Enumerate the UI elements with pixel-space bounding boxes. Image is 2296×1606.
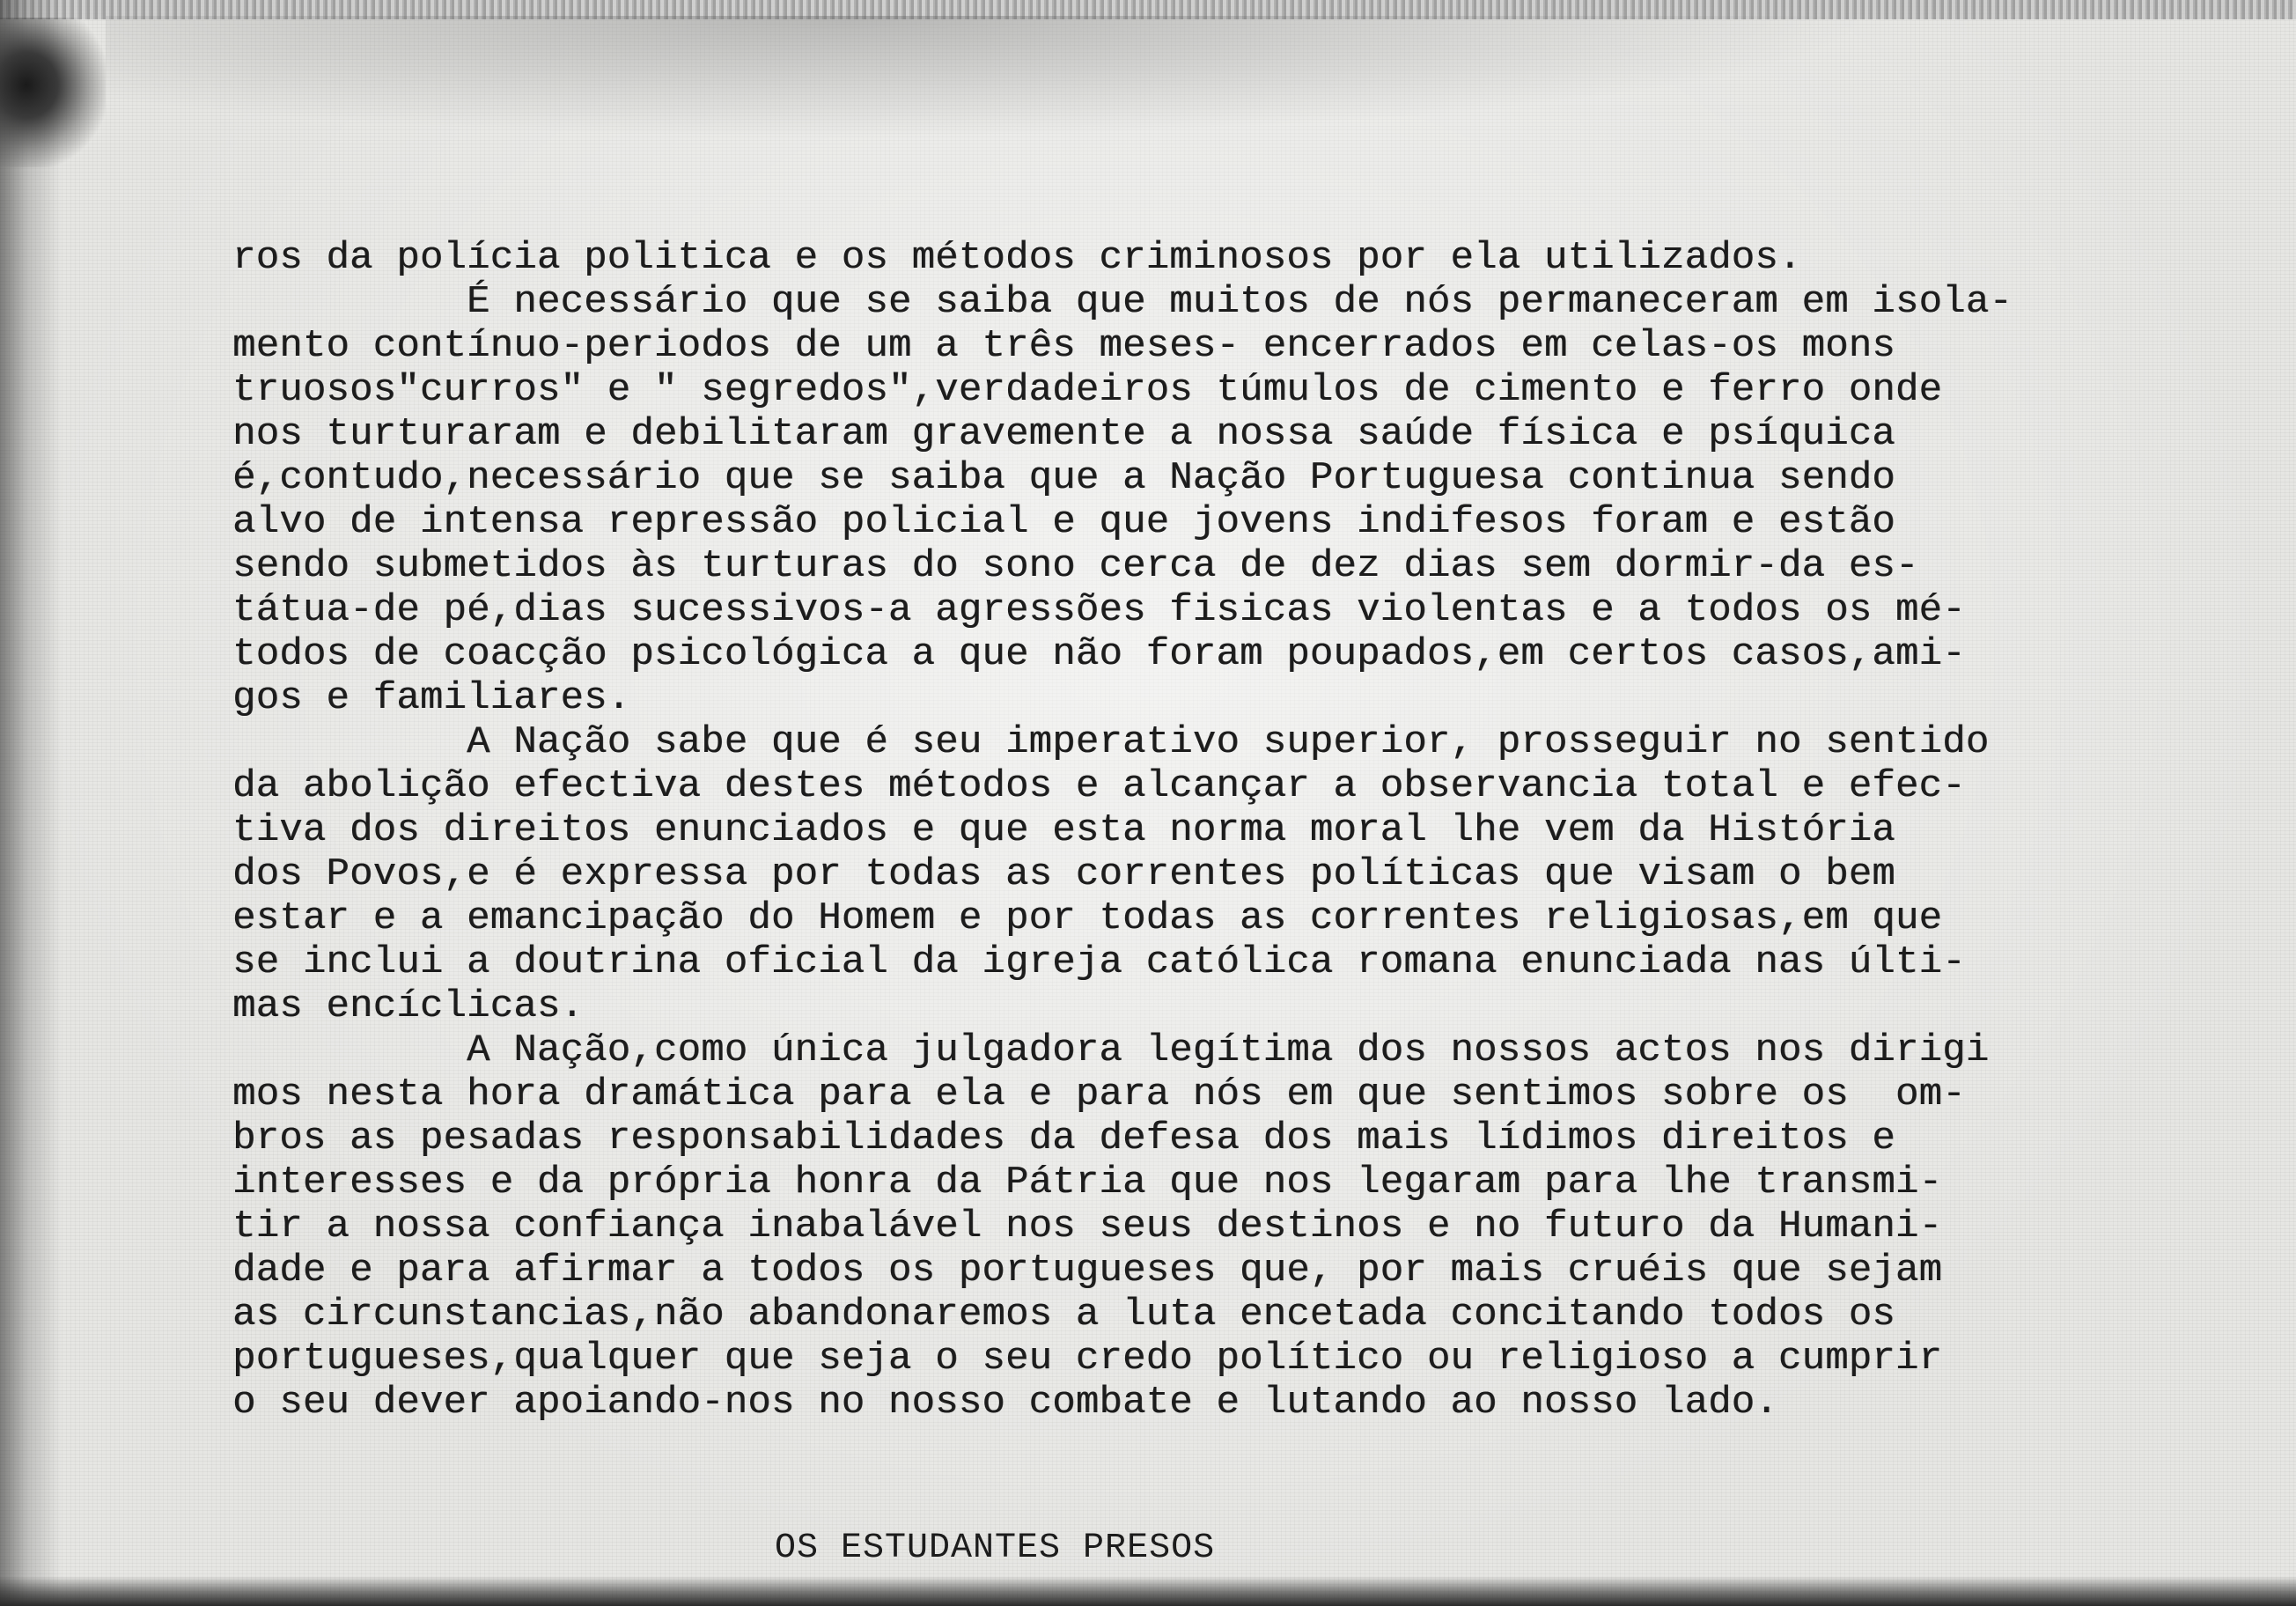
text-line: tiva dos direitos enunciados e que esta norma moral lhe vem da História xyxy=(232,808,1895,852)
text-line: mos nesta hora dramática para ela e para nós em que sentimos sobre os om- xyxy=(232,1072,1966,1116)
paper-curl-shadow xyxy=(106,16,1954,148)
text-line: truosos"curros" e " segredos",verdadeiros túmulos de cimento e ferro onde xyxy=(232,368,1943,412)
text-line: dade e para afirmar a todos os portugueses que, por mais cruéis que sejam xyxy=(232,1249,1943,1293)
text-line: nos turturaram e debilitaram gravemente a nossa saúde física e psíquica xyxy=(232,412,1895,456)
text-line: tir a nossa confiança inabalável nos seus destinos e no futuro da Humani- xyxy=(232,1204,1943,1249)
text-line: tátua-de pé,dias sucessivos-a agressões fisicas violentas e a todos os mé- xyxy=(232,588,1966,632)
typewritten-body xyxy=(232,236,2169,1425)
scan-artifact-left-edge xyxy=(0,0,62,1606)
text-line: bros as pesadas responsabilidades da defesa dos mais lídimos direitos e xyxy=(232,1116,1895,1160)
text-line: ros da polícia politica e os métodos criminosos por ela utilizados. xyxy=(232,236,1802,280)
text-line: portugueses,qualquer que seja o seu credo político ou religioso a cumprir xyxy=(232,1337,1943,1381)
text-line: mento contínuo-periodos de um a três meses- encerrados em celas-os mons xyxy=(232,324,1895,368)
text-line: o seu dever apoiando-nos no nosso combate e lutando ao nosso lado. xyxy=(232,1381,1778,1425)
text-line: é,contudo,necessário que se saiba que a Nação Portuguesa continua sendo xyxy=(232,456,1895,500)
text-line: alvo de intensa repressão policial e que jovens indifesos foram e estão xyxy=(232,500,1895,544)
text-line: gos e familiares. xyxy=(232,676,631,720)
text-line: sendo submetidos às turturas do sono cerca de dez dias sem dormir-da es- xyxy=(232,544,1919,588)
text-line: as circunstancias,não abandonaremos a luta encetada concitando todos os xyxy=(232,1293,1895,1337)
text-line: interesses e da própria honra da Pátria que nos legaram para lhe transmi- xyxy=(232,1160,1943,1204)
ink-blot-stain xyxy=(0,18,106,167)
text-line: A Nação sabe que é seu imperativo superior, prosseguir no sentido xyxy=(232,720,1990,764)
text-line: mas encíclicas. xyxy=(232,984,585,1028)
scan-artifact-bottom-edge xyxy=(0,1576,2296,1606)
text-line: dos Povos,e é expressa por todas as correntes políticas que visam o bem xyxy=(232,852,1895,896)
signature-line: OS ESTUDANTES PRESOS xyxy=(775,1529,1216,1568)
text-line: todos de coacção psicológica a que não foram poupados,em certos casos,ami- xyxy=(232,632,1966,676)
text-line: É necessário que se saiba que muitos de nós permaneceram em isola- xyxy=(232,280,2013,324)
text-line: da abolição efectiva destes métodos e alcançar a observancia total e efec- xyxy=(232,764,1966,808)
text-line: se inclui a doutrina oficial da igreja católica romana enunciada nas últi- xyxy=(232,940,1966,984)
text-line: estar e a emancipação do Homem e por todas as correntes religiosas,em que xyxy=(232,896,1943,940)
text-line: A Nação,como única julgadora legítima dos nossos actos nos dirigi xyxy=(232,1028,1990,1072)
